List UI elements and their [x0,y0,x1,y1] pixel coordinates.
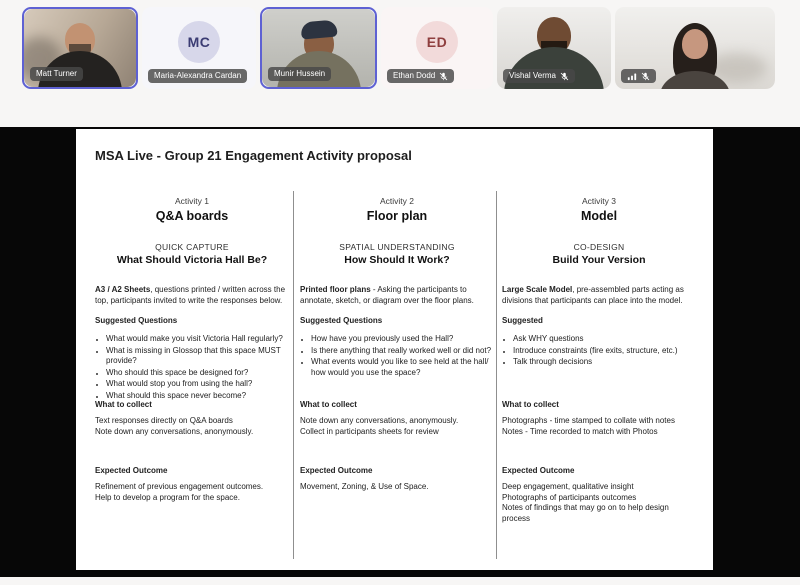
participant-tile-munir-hussein[interactable] [260,7,377,89]
activity-label: Activity 3 [581,196,616,206]
suggested-heading: Suggested [502,316,543,325]
collect-heading: What to collect [300,400,357,409]
outcome-line: Photographs of participants outcomes [502,492,637,502]
bullet-item: • Introduce constraints (fire exits, structure, etc.) [513,346,696,357]
bullet-item: • What would stop you from using the hall? [106,379,289,390]
suggested-heading: Suggested Questions [300,316,383,325]
outcome-heading: Expected Outcome [95,466,168,475]
activity-name: Floor plan [366,209,428,223]
activity-subtitle: What Should Victoria Hall Be? [116,254,268,266]
activity-column-2 [300,196,494,562]
collect-lines [300,416,494,437]
bullet-item: • What would make you visit Victoria Hall regularly? [106,334,289,345]
activity-description: A3 / A2 Sheets, questions printed / written across the top, participants invited to write the responses below. [95,285,286,305]
participant-tile-matt-turner[interactable] [22,7,138,89]
outcome-line: Deep engagement, qualitative insight [502,482,634,491]
activity-name: Model [580,209,618,223]
collect-line: Note down any conversations, anonymously. [95,426,254,436]
outcome-heading: Expected Outcome [300,466,373,475]
collect-line: Note down any conversations, anonymously. [300,416,459,425]
participant-name-pill [503,69,575,83]
column-divider [293,191,294,559]
participant-name-pill [268,67,331,81]
shared-document [76,129,713,570]
collect-line: Collect in participants sheets for review [300,426,439,436]
collect-lines [502,416,696,437]
participant-strip [22,7,775,89]
suggested-list [502,334,696,369]
participant-name-pill [148,69,247,83]
participant-name: Ethan Dodd [393,71,436,80]
participant-tile-vishal-verma[interactable] [497,7,611,89]
avatar-initials: MC [178,21,220,63]
activity-column-1 [95,196,289,562]
participant-name-pill [30,67,83,81]
suggested-list [300,334,494,379]
participant-status-pill [621,69,656,83]
participant-name: Maria-Alexandra Cardan [154,71,242,80]
activity-name: Q&A boards [155,209,229,223]
mic-off-icon [439,72,448,81]
bullet-item: • What is missing in Glossop that this space MUST provide? [106,346,289,367]
suggested-list [95,334,289,402]
outcome-line: Help to develop a program for the space. [95,492,240,502]
participant-tile-maria-alexandra-cardan[interactable] [142,7,256,89]
document-title: MSA Live - Group 21 Engagement Activity proposal [95,148,412,163]
activity-tagline: SPATIAL UNDERSTANDING [339,242,455,252]
suggested-heading: Suggested Questions [95,316,178,325]
participant-name-pill [387,69,454,83]
outcome-lines [95,482,289,503]
bullet-item: • Talk through decisions [513,357,696,368]
mic-off-icon [560,72,569,81]
activity-subtitle: Build Your Version [552,254,646,266]
collect-lines [95,416,289,437]
mic-off-icon [641,72,650,81]
column-divider [496,191,497,559]
collect-line: Text responses directly on Q&A boards [95,416,233,425]
outcome-line: Movement, Zoning, & Use of Space. [300,482,429,491]
outcome-lines [300,482,494,493]
bullet-item: • What events would you like to see held at the hall/ how would you use the space? [311,357,494,378]
participant-name: Matt Turner [36,69,77,78]
collect-line: Notes - Time recorded to match with Photos [502,426,658,436]
bullet-item: • Who should this space be designed for? [106,368,289,379]
outcome-lines [502,482,696,524]
collect-heading: What to collect [502,400,559,409]
activity-tagline: QUICK CAPTURE [155,242,229,252]
activity-label: Activity 2 [379,196,414,206]
participant-name: Vishal Verma [509,71,556,80]
outcome-heading: Expected Outcome [502,466,575,475]
audio-level-icon [627,71,637,81]
avatar-initials: ED [416,21,458,63]
participant-name: Munir Hussein [274,69,326,78]
bullet-item: • What should this space never become? [106,391,289,402]
collect-line: Photographs - time stamped to collate with notes [502,416,675,425]
activity-description: Printed floor plans - Asking the participants to annotate, sketch, or diagram over the floor plans. [300,285,474,305]
outcome-line: Notes of findings that may go on to help design process [502,503,669,523]
outcome-line: Refinement of previous engagement outcomes. [95,482,264,491]
activity-description: Large Scale Model, pre-assembled parts acting as divisions that participants can place into the model. [502,285,684,305]
participant-tile-ethan-dodd[interactable] [381,7,493,89]
bullet-item: • How have you previously used the Hall? [311,334,494,345]
bullet-item: • Is there anything that really worked well or did not? [311,346,494,357]
activity-subtitle: How Should It Work? [344,254,450,266]
collect-heading: What to collect [95,400,152,409]
bullet-item: • Ask WHY questions [513,334,696,345]
activity-tagline: CO-DESIGN [573,242,625,252]
activity-column-3 [502,196,696,562]
activity-label: Activity 1 [174,196,209,206]
participant-tile-unnamed[interactable] [615,7,775,89]
